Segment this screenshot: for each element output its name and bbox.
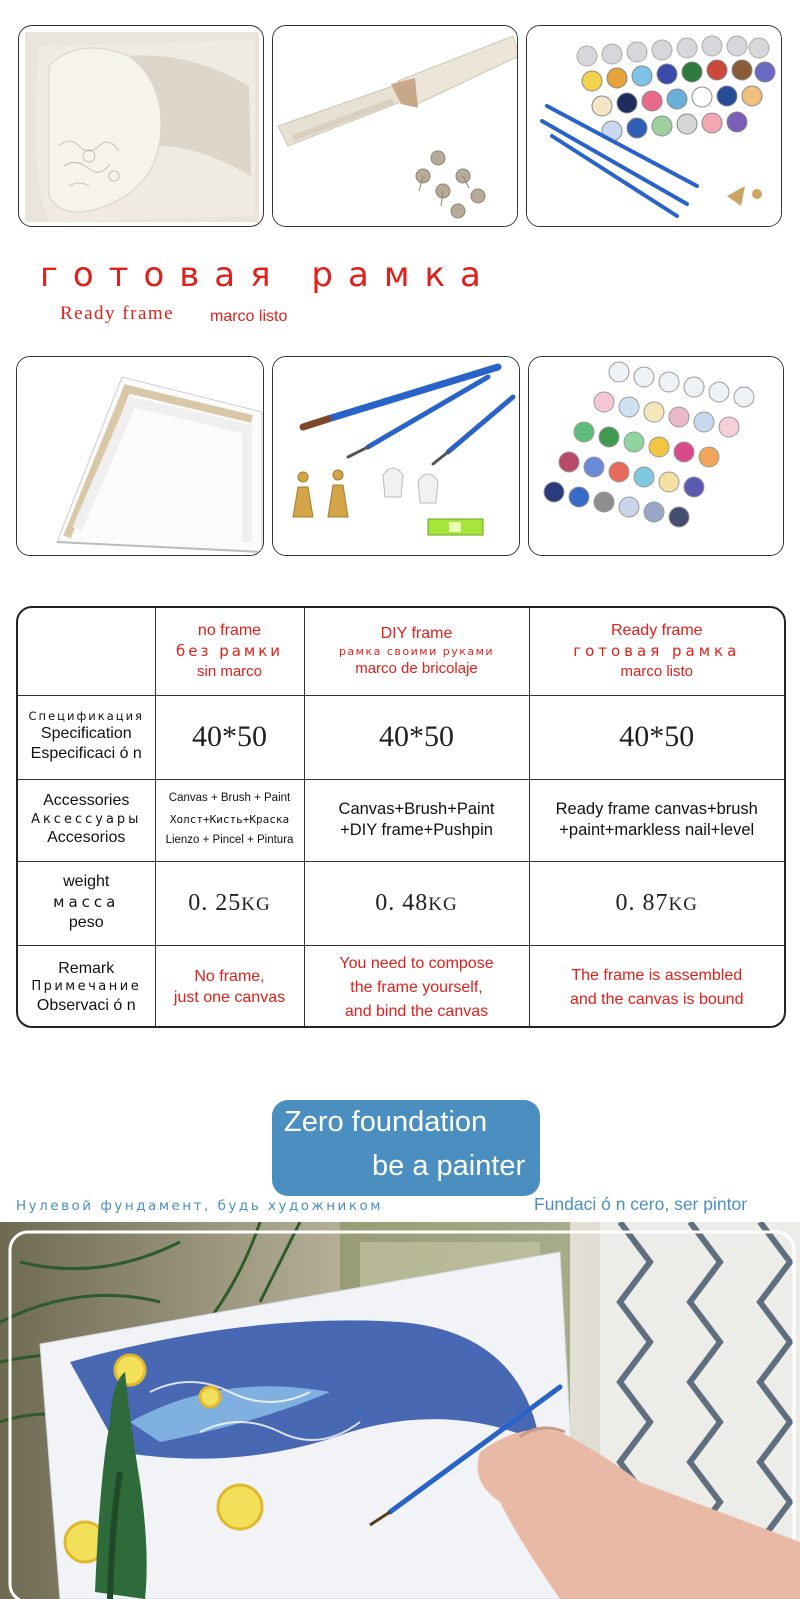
col-header-en: Ready frame (610, 622, 703, 640)
col-header-ru: без рамки (175, 642, 284, 661)
col-header-es: marco listo (620, 662, 694, 680)
spec-value: 40*50 (155, 695, 304, 779)
weight-value: 0. 48KG (304, 861, 529, 945)
comparison-table (16, 606, 786, 1028)
photo-paint-pots (526, 25, 782, 227)
photo-rolled-canvas (18, 25, 264, 227)
weight-label: weight масса peso (18, 861, 155, 945)
remark-no-frame: No frame, just one canvas (155, 945, 304, 1028)
frame-corner-pushpins-icon (273, 26, 518, 227)
col-header-es: sin marco (196, 662, 263, 680)
photo-framed-canvas (16, 356, 264, 556)
framed-canvas-icon (17, 357, 264, 556)
remark-row (18, 945, 784, 1028)
brushes-hooks-level-icon (273, 357, 520, 556)
corner-cell (18, 608, 155, 695)
col-header-es: marco de bricolaje (355, 660, 478, 678)
header-row (18, 608, 784, 695)
remark-ready-frame: The frame is assembled and the canvas is bound (529, 945, 784, 1028)
col-header-en: no frame (197, 622, 262, 640)
paint-strips-icon (529, 357, 784, 556)
paint-pots-brushes-icon (527, 26, 782, 227)
col-header-en: DIY frame (380, 624, 453, 642)
remark-diy-frame: You need to compose the frame yourself, and bind the canvas (304, 945, 529, 1028)
col-header-ru: готовая рамка (573, 642, 741, 661)
accessories-ready-frame: Ready frame canvas+brush +paint+markless nail+level (529, 779, 784, 861)
accessories-no-frame: Canvas + Brush + Paint Холст+Кисть+Краска Lienzo + Pincel + Pintura (155, 779, 304, 861)
spec-value: 40*50 (529, 695, 784, 779)
photo-paint-strips (528, 356, 784, 556)
ready-frame-heading-en: Ready frame (60, 303, 175, 324)
spec-label: Спецификация Specification Especificaci ó n (18, 695, 155, 779)
zero-foundation-banner (272, 1100, 540, 1196)
col-header-diy-frame (304, 608, 529, 695)
banner-subtitle-es: Fundaci ó n cero, ser pintor (534, 1194, 748, 1214)
banner-line-2: be a painter (372, 1150, 526, 1182)
weight-value: 0. 87KG (529, 861, 784, 945)
banner-subtitle-ru: Нулевой фундамент, будь художником (16, 1198, 383, 1214)
banner-line-1: Zero foundation (284, 1106, 488, 1138)
weight-value: 0. 25KG (155, 861, 304, 945)
remark-label: Remark Примечание Observaci ó n (18, 945, 155, 1028)
accessories-label: Accessories Аксессуары Accesorios (18, 779, 155, 861)
spec-value: 40*50 (304, 695, 529, 779)
col-header-ru: рамка своими руками (338, 644, 495, 658)
accessories-row (18, 779, 784, 861)
painting-scene-photo (0, 1222, 800, 1599)
rolled-canvas-icon (19, 26, 264, 227)
spec-row (18, 695, 784, 779)
col-header-ready-frame (529, 608, 784, 695)
col-header-no-frame (155, 608, 304, 695)
ready-frame-heading-es: marco listo (210, 308, 288, 325)
painting-starry-night-easel-icon (0, 1222, 800, 1599)
ready-frame-heading-ru: готовая рамка (40, 255, 496, 295)
photo-brushes-hooks (272, 356, 520, 556)
photo-frame-corner (272, 25, 518, 227)
weight-row (18, 861, 784, 945)
accessories-diy-frame: Canvas+Brush+Paint +DIY frame+Pushpin (304, 779, 529, 861)
